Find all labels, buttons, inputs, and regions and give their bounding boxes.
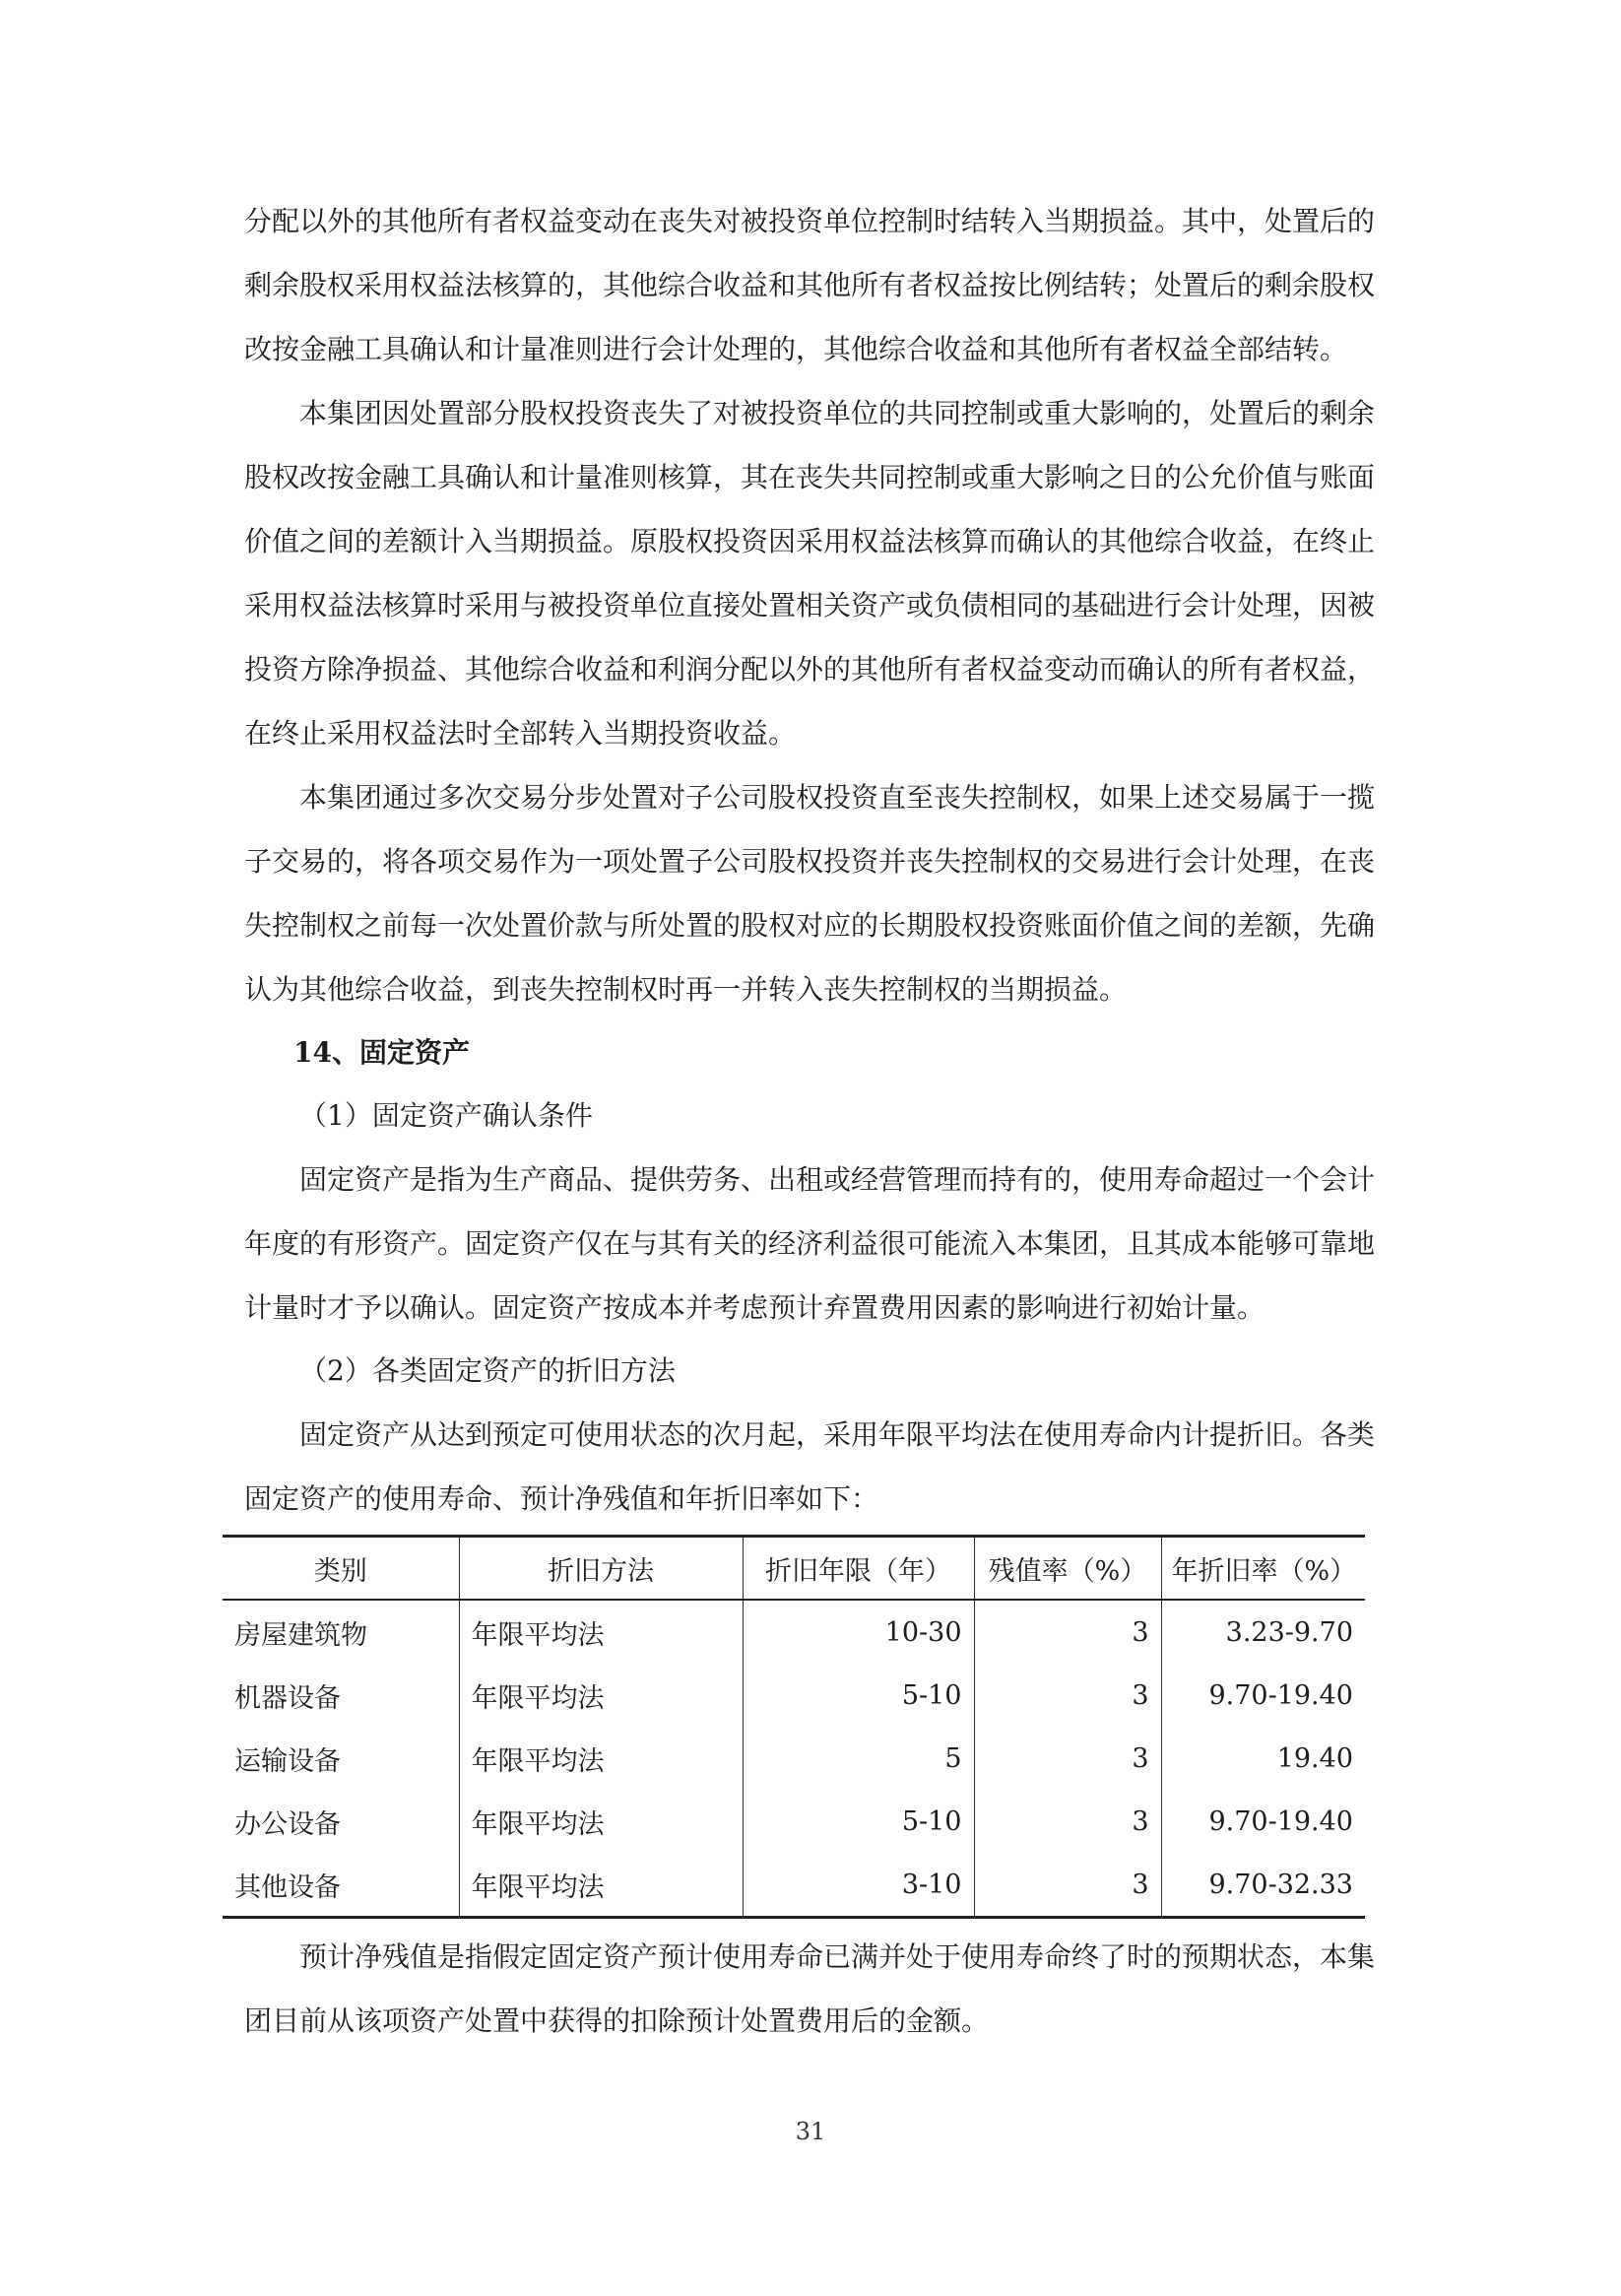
header-annual-rate: 年折旧率（%）	[1161, 1537, 1365, 1601]
depreciation-table	[223, 1535, 1365, 1919]
page-number: 31	[795, 2118, 826, 2145]
paragraph-residual-value: 预计净残值是指假定固定资产预计使用寿命已满并处于使用寿命终了时的预期状态，本集团目前从该项资产处置中获得的扣除预计处置费用后的金额。	[244, 1940, 1376, 2037]
paragraph-partial-disposal: 本集团因处置部分股权投资丧失了对被投资单位的共同控制或重大影响的，处置后的剩余股权改按金融工具确认和计量准则核算，其在丧失共同控制或重大影响之日的公允价值与账面价值之间的差额计入当期损益。原股权投资因采用权益法核算而确认的其他综合收益，在终止采用权益法核算时采用与被投资单位直接处置相关资产或负债相同的基础进行会计处理，因被投资方除净损益、其他综合收益和利润分配以外的其他所有者权益变动而确认的所有者权益，在终止采用权益法时全部转入当期投资收益。	[244, 397, 1376, 750]
cell-method: 年限平均法	[459, 1790, 743, 1853]
table-row	[223, 1853, 1365, 1918]
subheading-recognition: （1）固定资产确认条件	[299, 1099, 593, 1132]
table-row	[223, 1664, 1365, 1727]
cell-category: 机器设备	[234, 1682, 341, 1714]
cell-residual-rate: 3	[974, 1853, 1161, 1918]
paragraph-depreciation: 固定资产从达到预定可使用状态的次月起，采用年限平均法在使用寿命内计提折旧。各类固定资产的使用寿命、预计净残值和年折旧率如下：	[244, 1418, 1376, 1515]
subheading-depreciation: （2）各类固定资产的折旧方法	[299, 1354, 676, 1387]
cell-years: 10-30	[743, 1600, 974, 1664]
cell-annual-rate: 19.40	[1161, 1727, 1365, 1790]
cell-residual-rate: 3	[974, 1727, 1161, 1790]
header-years: 折旧年限（年）	[743, 1537, 974, 1601]
cell-category: 其他设备	[234, 1871, 341, 1903]
header-residual-rate: 残值率（%）	[974, 1537, 1161, 1601]
header-category: 类别	[313, 1555, 367, 1587]
cell-years: 5	[743, 1727, 974, 1790]
cell-category: 运输设备	[234, 1745, 341, 1777]
table-row	[223, 1600, 1365, 1664]
cell-method: 年限平均法	[459, 1853, 743, 1918]
cell-annual-rate: 3.23-9.70	[1161, 1600, 1365, 1664]
cell-residual-rate: 3	[974, 1664, 1161, 1727]
cell-residual-rate: 3	[974, 1790, 1161, 1853]
cell-annual-rate: 9.70-32.33	[1161, 1853, 1365, 1918]
cell-residual-rate: 3	[974, 1600, 1161, 1664]
table-row	[223, 1790, 1365, 1853]
section-heading-fixed-assets: 14、固定资产	[293, 1036, 470, 1069]
paragraph-continued: 分配以外的其他所有者权益变动在丧失对被投资单位控制时结转入当期损益。其中，处置后的剩余股权采用权益法核算的，其他综合收益和其他所有者权益按比例结转；处置后的剩余股权改按金融工具确认和计量准则进行会计处理的，其他综合收益和其他所有者权益全部结转。	[244, 205, 1376, 365]
paragraph-recognition: 固定资产是指为生产商品、提供劳务、出租或经营管理而持有的，使用寿命超过一个会计年度的有形资产。固定资产仅在与其有关的经济利益很可能流入本集团，且其成本能够可靠地计量时才予以确认。固定资产按成本并考虑预计弃置费用因素的影响进行初始计量。	[244, 1163, 1376, 1324]
cell-annual-rate: 9.70-19.40	[1161, 1790, 1365, 1853]
cell-category: 房屋建筑物	[234, 1619, 367, 1651]
cell-years: 5-10	[743, 1790, 974, 1853]
cell-method: 年限平均法	[459, 1664, 743, 1727]
cell-years: 5-10	[743, 1664, 974, 1727]
paragraph-stepwise-disposal: 本集团通过多次交易分步处置对子公司股权投资直至丧失控制权，如果上述交易属于一揽子交易的，将各项交易作为一项处置子公司股权投资并丧失控制权的交易进行会计处理，在丧失控制权之前每一次处置价款与所处置的股权对应的长期股权投资账面价值之间的差额，先确认为其他综合收益，到丧失控制权时再一并转入丧失控制权的当期损益。	[244, 781, 1376, 1006]
table-row	[223, 1727, 1365, 1790]
cell-method: 年限平均法	[459, 1600, 743, 1664]
header-method: 折旧方法	[459, 1537, 743, 1601]
table-header-row	[223, 1537, 1365, 1601]
cell-annual-rate: 9.70-19.40	[1161, 1664, 1365, 1727]
cell-category: 办公设备	[234, 1808, 341, 1840]
cell-method: 年限平均法	[459, 1727, 743, 1790]
page-content	[234, 189, 1376, 2053]
cell-years: 3-10	[743, 1853, 974, 1918]
